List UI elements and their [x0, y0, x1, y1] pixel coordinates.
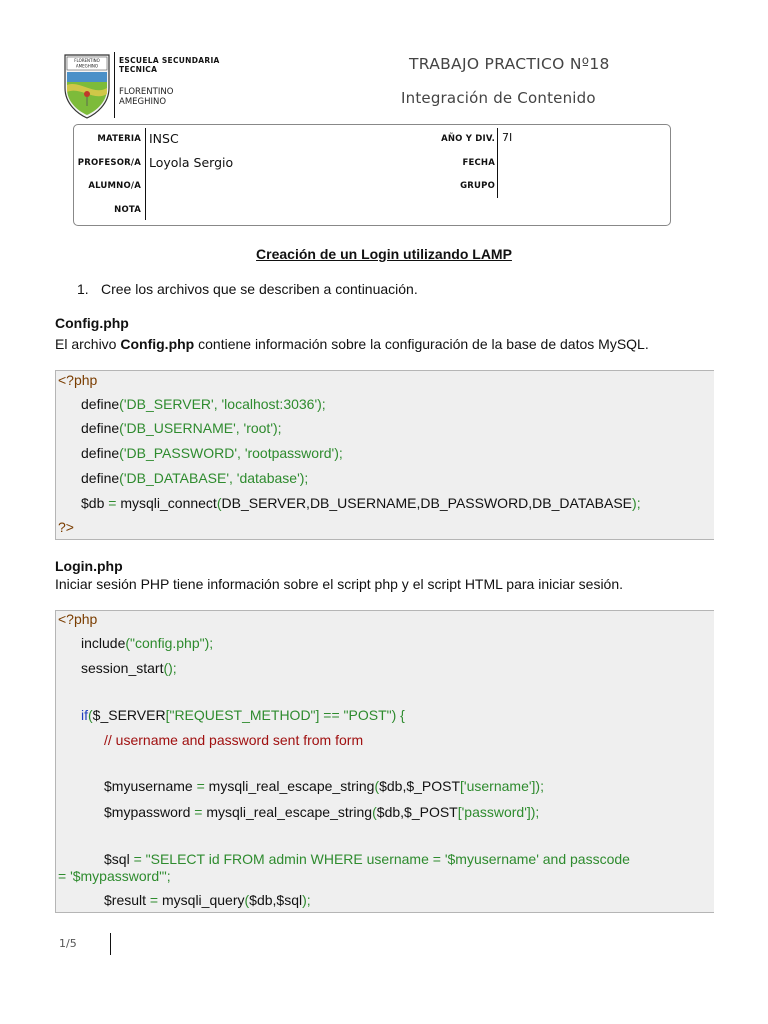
document-subtitle: Integración de Contenido — [401, 89, 596, 107]
code-line: define('DB_SERVER', 'localhost:3036'); — [81, 396, 326, 412]
alumno-label: ALUMNO/A — [88, 181, 141, 191]
config-description: El archivo Config.php contiene información sobre la configuración de la base de datos MySQL. — [55, 336, 649, 352]
school-type: ESCUELA SECUNDARIA TECNICA — [119, 56, 220, 74]
info-right-divider — [497, 128, 498, 198]
profesor-value: Loyola Sergio — [149, 155, 234, 170]
page-number: 1/5 — [59, 937, 77, 950]
svg-text:AMEGHINO: AMEGHINO — [75, 63, 99, 69]
code-line: ?> — [58, 519, 74, 535]
info-left-divider — [145, 128, 146, 220]
svg-text:FLORENTINO: FLORENTINO — [74, 58, 100, 63]
school-name: FLORENTINO AMEGHINO — [119, 87, 174, 107]
school-logo-shield — [62, 52, 112, 120]
footer-divider — [110, 933, 111, 955]
materia-label: MATERIA — [97, 134, 141, 144]
config-title: Config.php — [55, 315, 129, 331]
config-code-block — [55, 370, 714, 540]
code-line: // username and password sent from form — [104, 732, 364, 748]
document-title: TRABAJO PRACTICO Nº18 — [409, 55, 610, 73]
instruction-item — [77, 281, 418, 297]
code-line: $mypassword = mysqli_real_escape_string($db,$_POST['password']); — [104, 804, 540, 820]
code-line: $db = mysqli_connect(DB_SERVER,DB_USERNAME,DB_PASSWORD,DB_DATABASE); — [81, 495, 641, 511]
code-line: <?php — [58, 611, 98, 627]
code-line: $myusername = mysqli_real_escape_string($db,$_POST['username']); — [104, 778, 544, 794]
logo-divider — [114, 52, 115, 118]
grupo-label: GRUPO — [460, 181, 495, 191]
code-line: $result = mysqli_query($db,$sql); — [104, 892, 311, 908]
nota-label: NOTA — [114, 205, 141, 215]
code-line: session_start(); — [81, 660, 177, 676]
login-code-block — [55, 610, 714, 913]
list-text: Cree los archivos que se describen a continuación. — [101, 281, 418, 297]
anio-label: AÑO Y DIV. — [441, 134, 495, 144]
login-description: Iniciar sesión PHP tiene información sobre el script php y el script HTML para iniciar sesión. — [55, 576, 624, 592]
code-line: $sql = "SELECT id FROM admin WHERE username = '$myusername' and passcode — [104, 851, 630, 867]
code-line: = '$mypassword'"; — [58, 868, 171, 884]
code-line: define('DB_USERNAME', 'root'); — [81, 420, 282, 436]
code-line: <?php — [58, 372, 98, 388]
code-line: include("config.php"); — [81, 635, 214, 651]
section-heading: Creación de un Login utilizando LAMP — [256, 246, 512, 262]
profesor-label: PROFESOR/A — [77, 158, 141, 168]
login-title: Login.php — [55, 558, 123, 574]
code-line: if($_SERVER["REQUEST_METHOD"] == "POST") { — [81, 707, 405, 723]
code-line: define('DB_DATABASE', 'database'); — [81, 470, 309, 486]
code-line: define('DB_PASSWORD', 'rootpassword'); — [81, 445, 343, 461]
fecha-label: FECHA — [462, 158, 495, 168]
anio-value: 7I — [502, 131, 513, 144]
materia-value: INSC — [149, 131, 179, 146]
list-number: 1. — [77, 281, 89, 297]
